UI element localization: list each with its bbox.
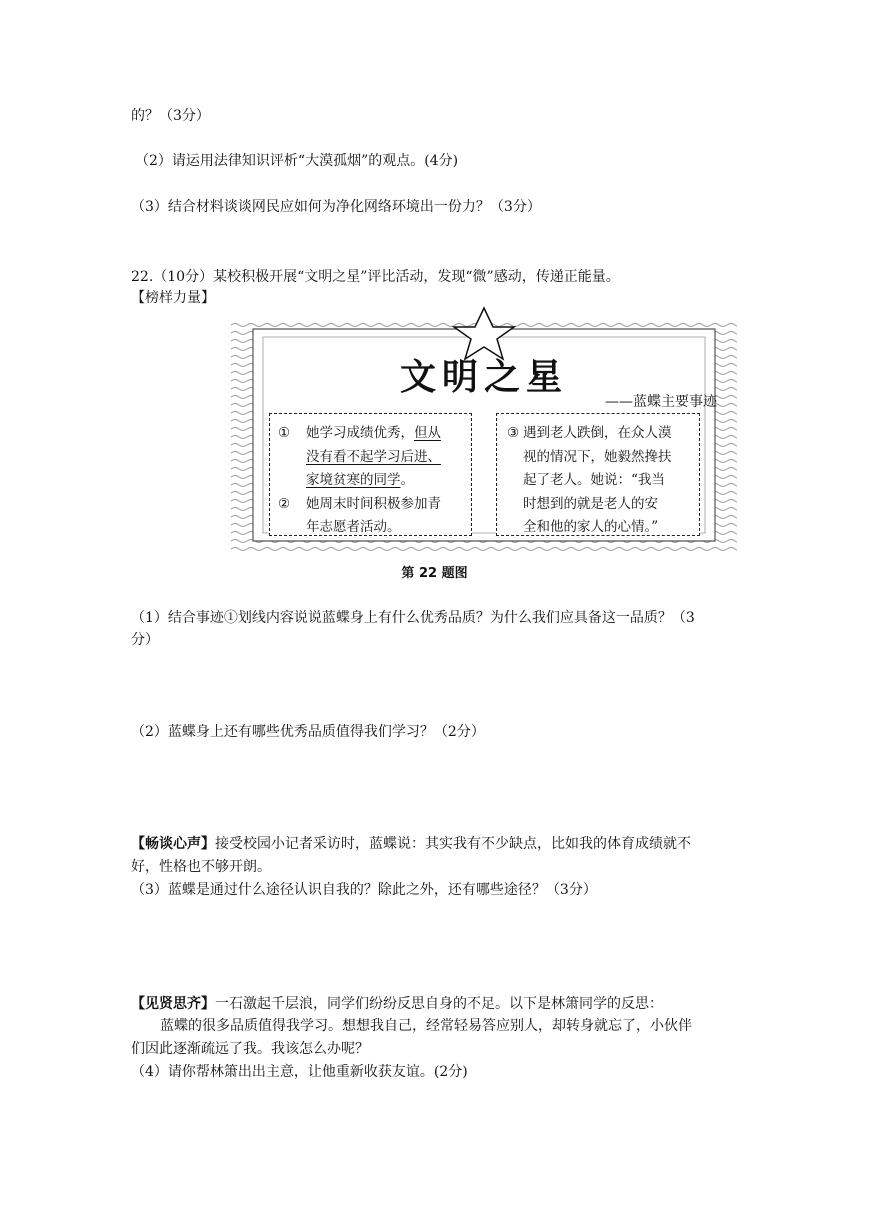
- section-role-model: 【榜样力量】: [131, 290, 215, 306]
- figure-title: 文明之星: [399, 357, 568, 398]
- deed-3-line5: 全和他的家人的心情。”: [523, 519, 659, 535]
- figure-subtitle: ——蓝蝶主要事迹: [605, 394, 717, 410]
- deed-number-3: ③: [507, 425, 520, 441]
- deed-number-1: ①: [278, 425, 291, 441]
- section-talk: [131, 834, 691, 854]
- section-talk-cont: 好，性格也不够开朗。: [131, 859, 271, 875]
- deed-1-period: 。: [400, 472, 414, 488]
- section-reflect-text: 一石激起千层浪，同学们纷纷反思自身的不足。以下是林箫同学的反思：: [215, 996, 663, 1012]
- deed-box-right: [496, 413, 700, 536]
- deed-3-text: 遇到老人跌倒，在众人漠: [523, 425, 672, 441]
- deed-1-underlined: 但从: [414, 425, 441, 441]
- deed-1-underlined-line3: 家境贫寒的同学: [306, 472, 401, 488]
- question-21-2: （2）请运用法律知识评析“大漠孤烟”的观点。(4分): [135, 153, 459, 169]
- section-reflect: [131, 994, 663, 1014]
- deed-number-2: ②: [278, 495, 291, 512]
- deed-2-text: 她周末时间积极参加青: [306, 495, 441, 512]
- question-22-3: （3）蓝蝶是通过什么途径认识自我的？除此之外，还有哪些途径？（3分）: [131, 882, 597, 898]
- section-talk-text: 接受校园小记者采访时，蓝蝶说：其实我有不少缺点，比如我的体育成绩就不: [215, 836, 691, 852]
- figure-caption: 第 22 题图: [401, 566, 468, 581]
- deed-1-underlined-line2: 没有看不起学习后进、: [306, 448, 441, 465]
- section-reflect-tag: 【见贤思齐】: [131, 996, 215, 1012]
- question-22-2: （2）蓝蝶身上还有哪些优秀品质值得我们学习？（2分）: [131, 724, 485, 740]
- question-22-stem: 22.（10分）某校积极开展“文明之星”评比活动，发现“微”感动，传递正能量。: [131, 269, 620, 285]
- question-22-1: （1）结合事迹①划线内容说说蓝蝶身上有什么优秀品质？为什么我们应具备这一品质？（3: [131, 610, 695, 626]
- deed-2-text-line2: 年志愿者活动。: [306, 519, 401, 535]
- reflection-paragraph-line2: 们因此逐渐疏远了我。我该怎么办呢？: [131, 1041, 369, 1057]
- deed-3-line2: 视的情况下，她毅然搀扶: [523, 448, 672, 465]
- deed-box-left: [269, 413, 472, 536]
- deed-3-line4: 时想到的就是老人的安: [523, 495, 658, 512]
- section-talk-tag: 【畅谈心声】: [131, 836, 215, 852]
- question-22-4: （4）请你帮林箫出出主意，让他重新收获友谊。(2分): [131, 1064, 468, 1080]
- deed-3-line3: 起了老人。她说：“我当: [523, 472, 665, 488]
- question-22-1-cont: 分）: [131, 632, 159, 648]
- civilization-star-figure: [231, 305, 737, 555]
- prev-question-tail: 的？（3分）: [131, 108, 210, 124]
- deed-1-text: 她学习成绩优秀，: [306, 425, 414, 441]
- reflection-paragraph-line1: 蓝蝶的很多品质值得我学习。想想我自己，经常轻易答应别人，却转身就忘了，小伙伴: [160, 1018, 692, 1034]
- question-21-3: （3）结合材料谈谈网民应如何为净化网络环境出一份力？（3分）: [131, 199, 541, 215]
